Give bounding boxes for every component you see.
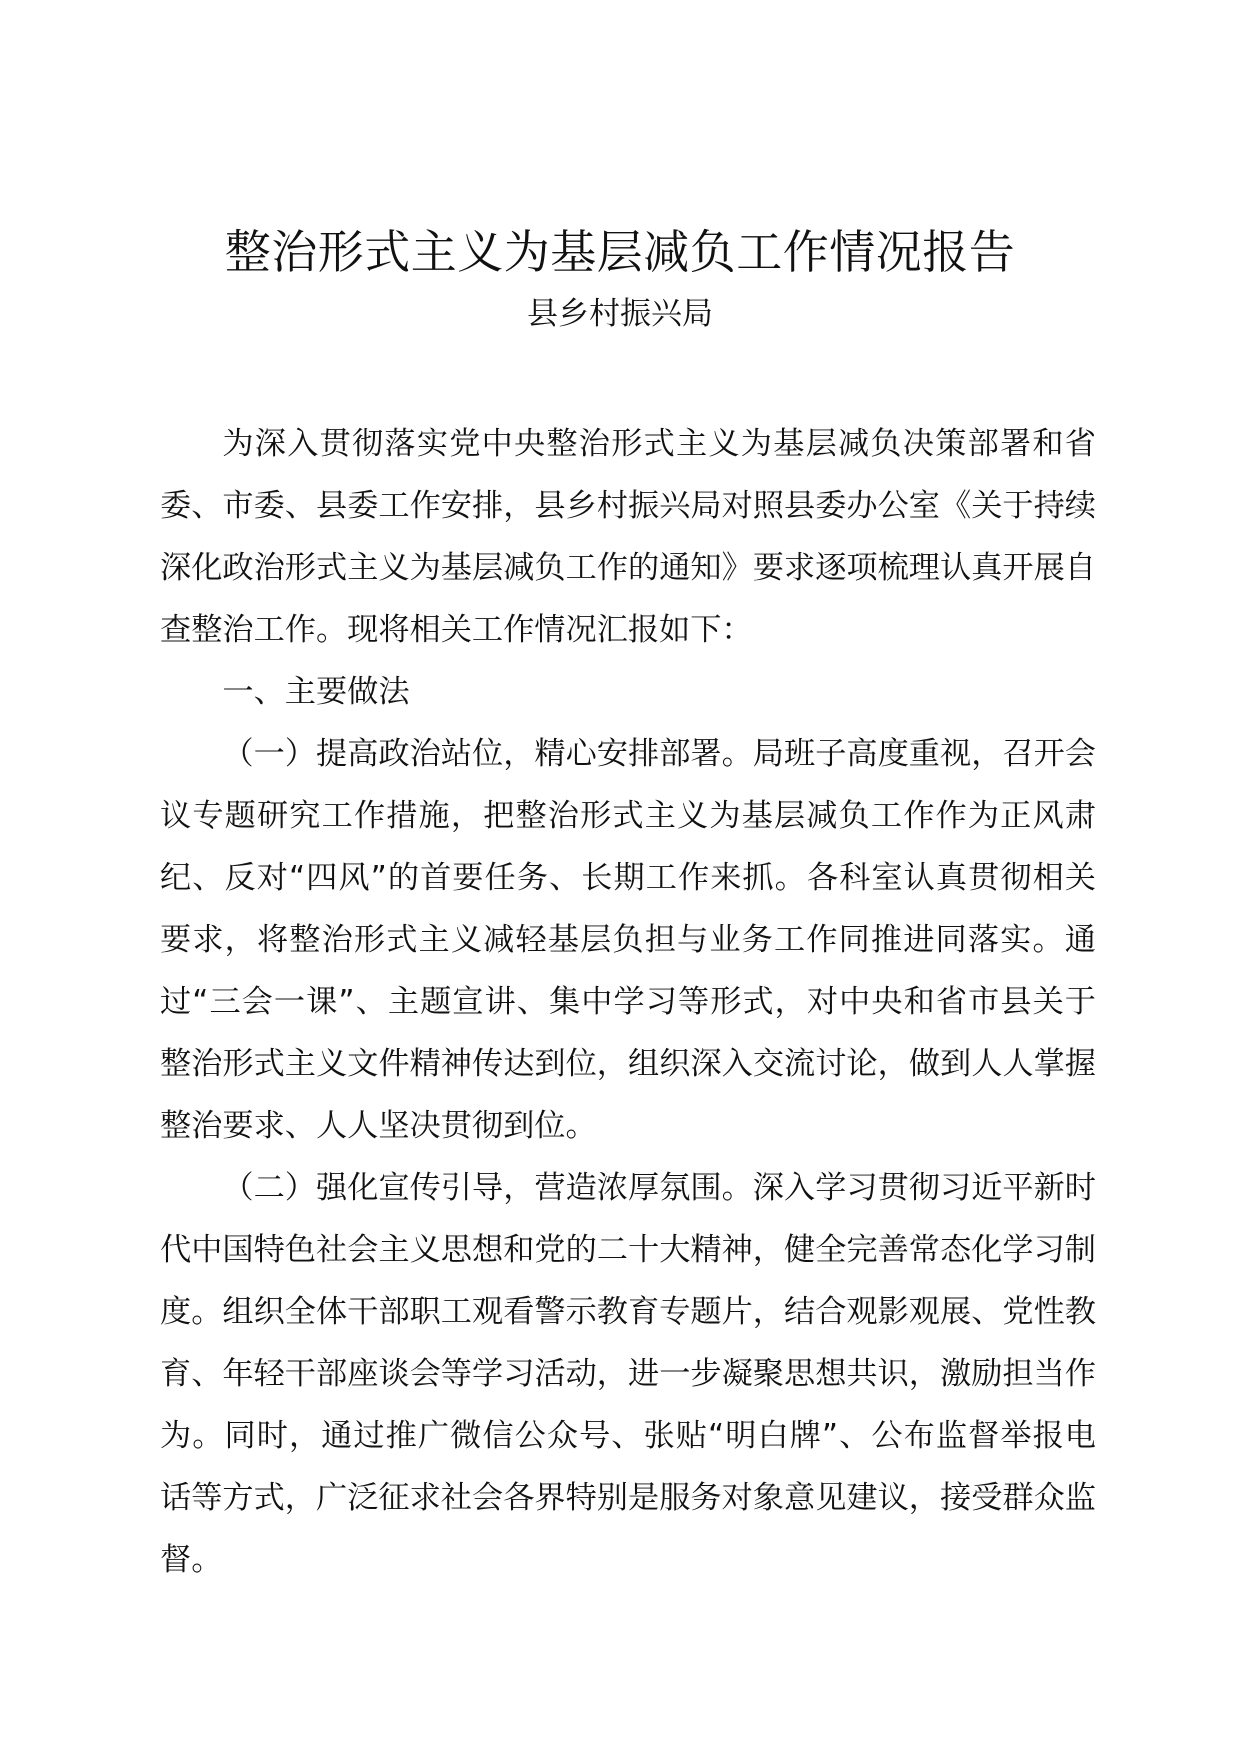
document-title: 整治形式主义为基层减负工作情况报告 (224, 225, 1016, 279)
body-paragraph: （一）提高政治站位，精心安排部署。局班子高度重视，召开会议专题研究工作措施，把整治形式主义为基层减负工作作为正风肃纪、反对“四风”的首要任务、长期工作来抓。各科室认真贯彻相关要求，将整治形式主义减轻基层负担与业务工作同推进同落实。通过“三会一课”、主题宣讲、集中学习等形式，对中央和省市县关于整治形式主义文件精神传达到位，组织深入交流讨论，做到人人掌握整治要求、人人坚决贯彻到位。 (160, 736, 1096, 1144)
document-subtitle: 县乡村振兴局 (527, 296, 713, 332)
section-heading: 一、主要做法 (222, 674, 410, 710)
intro-paragraph: 为深入贯彻落实党中央整治形式主义为基层减负决策部署和省委、市委、县委工作安排，县乡村振兴局对照县委办公室《关于持续深化政治形式主义为基层减负工作的通知》要求逐项梳理认真开展自查整治工作。现将相关工作情况汇报如下： (160, 426, 1096, 648)
document-body (160, 413, 1096, 1591)
body-paragraph: （二）强化宣传引导，营造浓厚氛围。深入学习贯彻习近平新时代中国特色社会主义思想和党的二十大精神，健全完善常态化学习制度。组织全体干部职工观看警示教育专题片，结合观影观展、党性教育、年轻干部座谈会等学习活动，进一步凝聚思想共识，激励担当作为。同时，通过推广微信公众号、张贴“明白牌”、公布监督举报电话等方式，广泛征求社会各界特别是服务对象意见建议，接受群众监督。 (160, 1170, 1096, 1578)
